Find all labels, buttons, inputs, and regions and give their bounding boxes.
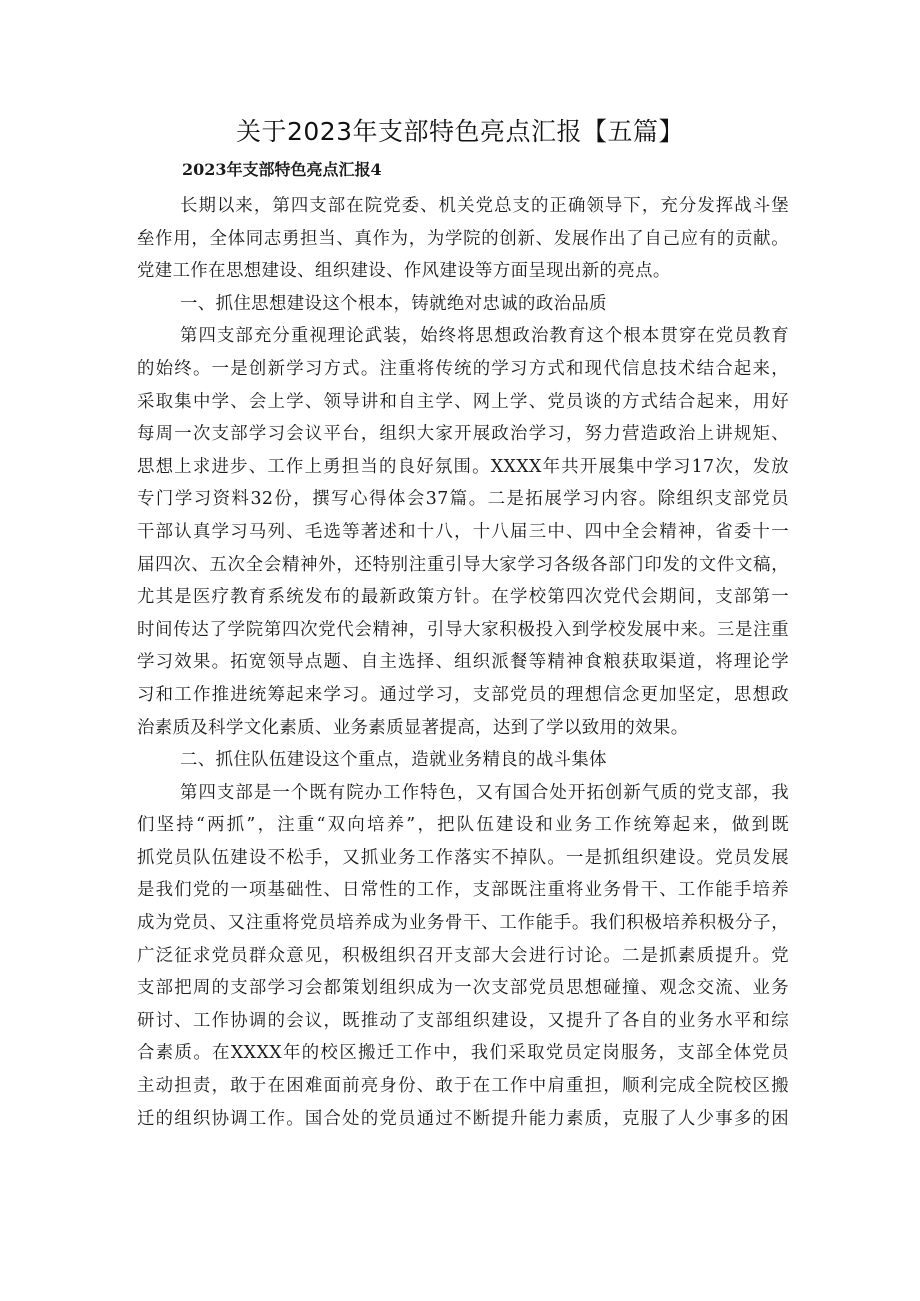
text-line: 届四次、五次全会精神外，还特别注重引导大家学习各级各部门印发的文件文稿，: [137, 554, 789, 575]
text-line: 长期以来，第四支部在院党委、机关党总支的正确领导下，充分发挥战斗堡: [180, 196, 789, 216]
text-line: 治素质及科学文化素质、业务素质显著提高，达到了学以致用的效果。: [137, 717, 689, 738]
text-line: 一、抓住思想建设这个根本，铸就绝对忠诚的政治品质: [180, 293, 607, 314]
text-line: 时间传达了学院第四次党代会精神，引导大家积极投入到学校发展中来。三是注重: [137, 619, 789, 640]
document-body: [137, 190, 789, 1135]
text-line: 支部把周的支部学习会都策划组织成为一次支部党员思想碰撞、观念交流、业务: [137, 978, 789, 999]
text-line: 研讨、工作协调的会议，既推动了支部组织建设，又提升了各自的业务水平和综: [137, 1010, 789, 1031]
text-line: 党建工作在思想建设、组织建设、作风建设等方面呈现出新的亮点。: [137, 261, 671, 282]
text-line: 迁的组织协调工作。国合处的党员通过不断提升能力素质，克服了人少事多的困: [137, 1108, 789, 1129]
text-line: 广泛征求党员群众意见，积极组织召开支部大会进行讨论。二是抓素质提升。党: [137, 945, 789, 966]
text-line: 的始终。一是创新学习方式。注重将传统的学习方式和现代信息技术结合起来，: [137, 358, 789, 379]
text-line: 专门学习资料32份，撰写心得体会37篇。二是拓展学习内容。除组织支部党员: [137, 489, 789, 510]
text-line: 是我们党的一项基础性、日常性的工作，支部既注重将业务骨干、工作能手培养: [137, 880, 789, 901]
text-line: 合素质。在XXXX年的校区搬迁工作中，我们采取党员定岗服务，支部全体党员: [137, 1043, 789, 1064]
text-line: 第四支部充分重视理论武装，始终将思想政治教育这个根本贯穿在党员教育: [180, 326, 789, 347]
text-line: 采取集中学、会上学、领导讲和自主学、网上学、党员谈的方式结合起来，用好: [137, 391, 789, 412]
text-line: 二、抓住队伍建设这个重点，造就业务精良的战斗集体: [180, 750, 607, 771]
text-line: 干部认真学习马列、毛选等著述和十八，十八届三中、四中全会精神，省委十一: [137, 521, 789, 542]
text-line: 第四支部是一个既有院办工作特色，又有国合处开拓创新气质的党支部，我: [180, 782, 789, 803]
document-subtitle: 2023年支部特色亮点汇报4: [182, 160, 382, 179]
text-line: 每周一次支部学习会议平台，组织大家开展政治学习，努力营造政治上讲规矩、: [137, 424, 789, 445]
text-line: 尤其是医疗教育系统发布的最新政策方针。在学校第四次党代会期间，支部第一: [137, 587, 789, 608]
text-line: 成为党员、又注重将党员培养成为业务骨干、工作能手。我们积极培养积极分子，: [137, 913, 789, 934]
text-line: 思想上求进步、工作上勇担当的良好氛围。XXXX年共开展集中学习17次，发放: [137, 456, 789, 477]
text-line: 抓党员队伍建设不松手，又抓业务工作落实不掉队。一是抓组织建设。党员发展: [137, 847, 789, 868]
text-line: 习和工作推进统筹起来学习。通过学习，支部党员的理想信念更加坚定，思想政: [137, 684, 789, 705]
text-line: 学习效果。拓宽领导点题、自主选择、组织派餐等精神食粮获取渠道，将理论学: [137, 652, 789, 673]
text-line: 主动担责，敢于在困难面前亮身份、敢于在工作中肩重担，顺利完成全院校区搬: [137, 1076, 789, 1097]
text-line: 们坚持“两抓”，注重“双向培养”，把队伍建设和业务工作统筹起来，做到既: [137, 815, 789, 836]
document-title: 关于2023年支部特色亮点汇报【五篇】: [235, 117, 685, 146]
text-line: 垒作用，全体同志勇担当、真作为，为学院的创新、发展作出了自己应有的贡献。: [137, 228, 789, 249]
